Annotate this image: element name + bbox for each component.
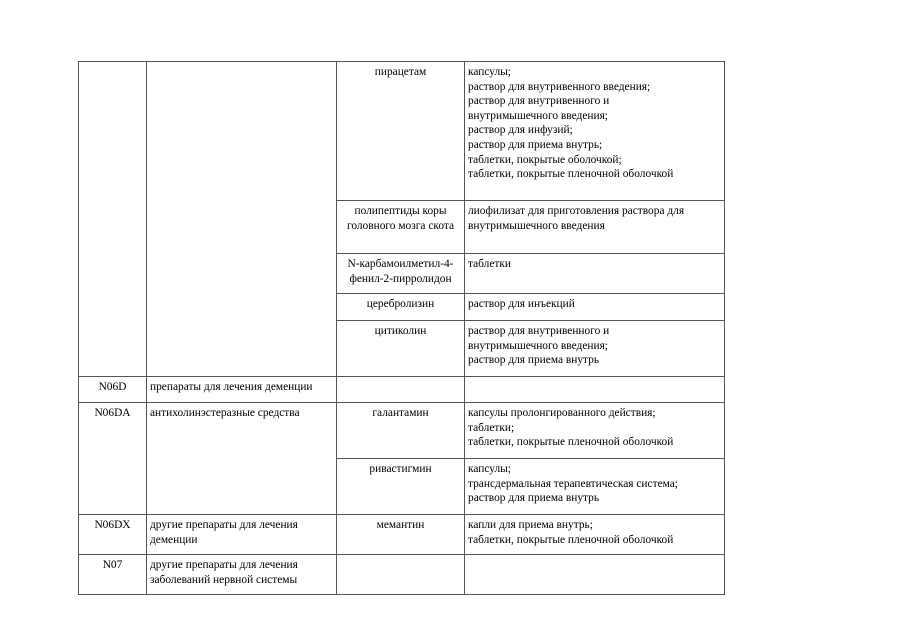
form-line: таблетки, покрытые оболочкой; xyxy=(468,153,622,166)
inn-cell xyxy=(337,377,465,403)
group-name-cell: антихолинэстеразные средства xyxy=(147,403,337,515)
inn-cell: галантамин xyxy=(337,403,465,459)
dosage-form-cell xyxy=(465,321,725,377)
inn-cell: пирацетам xyxy=(337,62,465,201)
group-name-cell: другие препараты для лечения деменции xyxy=(147,515,337,555)
table-row xyxy=(79,377,725,403)
dosage-form-cell xyxy=(465,201,725,254)
inn-cell: цитиколин xyxy=(337,321,465,377)
form-line: внутримышечного введения xyxy=(468,219,605,232)
table-row xyxy=(79,62,725,201)
inn-cell: мемантин xyxy=(337,515,465,555)
dosage-form-cell xyxy=(465,377,725,403)
group-name-cell xyxy=(147,62,337,377)
atc-code-cell: N06D xyxy=(79,377,147,403)
table-row xyxy=(79,515,725,555)
form-line: раствор для приема внутрь xyxy=(468,354,600,367)
atc-code-cell: N06DX xyxy=(79,515,147,555)
form-line: раствор для приема внутрь; xyxy=(468,138,603,151)
form-line: внутримышечного введения; xyxy=(468,339,608,352)
form-line: таблетки; xyxy=(468,421,515,434)
form-line: внутримышечного введения; xyxy=(468,109,608,122)
drug-table xyxy=(78,61,725,595)
form-line: капсулы пролонгированного действия; xyxy=(468,407,656,419)
form-line: раствор для внутривенного и xyxy=(468,95,610,108)
inn-cell: ривастигмин xyxy=(337,459,465,515)
form-line: раствор для инфузий; xyxy=(468,124,573,137)
dosage-form-cell xyxy=(465,403,725,459)
inn-cell: N-карбамоилметил-4-фенил-2-пирролидон xyxy=(337,254,465,294)
inn-cell: полипептиды коры головного мозга скота xyxy=(337,201,465,254)
dosage-form-cell xyxy=(465,515,725,555)
inn-cell xyxy=(337,555,465,595)
dosage-form-cell xyxy=(465,555,725,595)
form-line: раствор для внутривенного введения; xyxy=(468,80,651,93)
atc-code-cell: N06DA xyxy=(79,403,147,515)
form-line: таблетки, покрытые пленочной оболочкой xyxy=(468,533,674,546)
group-name-cell: другие препараты для лечения заболеваний нервной системы xyxy=(147,555,337,595)
group-name-cell: препараты для лечения деменции xyxy=(147,377,337,403)
form-line: таблетки, покрытые пленочной оболочкой xyxy=(468,168,674,181)
form-line: раствор для внутривенного и xyxy=(468,325,610,337)
dosage-form-cell xyxy=(465,459,725,515)
dosage-form-cell xyxy=(465,294,725,321)
dosage-form-cell xyxy=(465,254,725,294)
dosage-form-cell xyxy=(465,62,725,201)
form-line: трансдермальная терапевтическая система; xyxy=(468,477,678,490)
form-line: раствор для инъекций xyxy=(468,298,575,310)
table-row xyxy=(79,403,725,459)
form-line: таблетки xyxy=(468,258,512,270)
form-line: капсулы; xyxy=(468,463,511,475)
form-line: раствор для приема внутрь xyxy=(468,492,600,505)
form-line: капсулы; xyxy=(468,66,511,78)
form-line: таблетки, покрытые пленочной оболочкой xyxy=(468,436,674,449)
atc-code-cell xyxy=(79,62,147,377)
form-line: капли для приема внутрь; xyxy=(468,519,593,531)
atc-code-cell: N07 xyxy=(79,555,147,595)
inn-cell: церебролизин xyxy=(337,294,465,321)
table-row xyxy=(79,555,725,595)
form-line: лиофилизат для приготовления раствора для xyxy=(468,205,685,217)
